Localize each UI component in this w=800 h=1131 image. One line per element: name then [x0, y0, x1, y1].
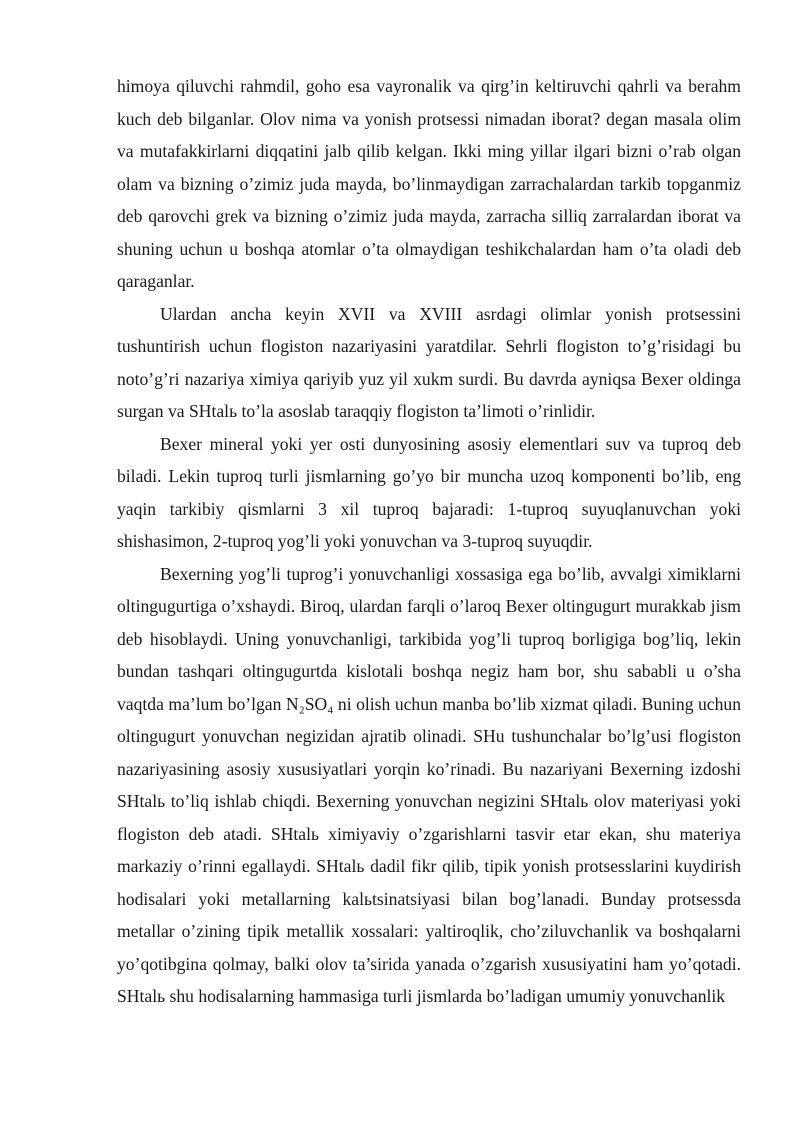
- paragraph-1: himoya qiluvchi rahmdil, goho esa vayronalik va qirg’in keltiruvchi qahrli va berahm kuch deb bilganlar. Olov nima va yonish protsessi nimadan iborat? degan masala olim va mutafakkirlarni diqqatini jalb qilib kelgan. Ikki ming yillar ilgari bizni o’rab olgan olam va bizning o’zimiz juda mayda, bo’linmaydigan zarrachalardan tarkib topganmiz deb qarovchi grek va bizning o’zimiz juda mayda, zarracha silliq zarralardan iborat va shuning uchun u boshqa atomlar o’ta olmaydigan teshikchalardan ham o’ta oladi deb qaraganlar.: [117, 76, 741, 291]
- paragraph-2: Ulardan ancha keyin XVII va XVIII asrdagi olimlar yonish protsessini tushuntirish uchun flogiston nazariyasini yaratdilar. Sehrli flogiston to’g’risidagi bu noto’g’ri nazariya ximiya qariyib yuz yil xukm surdi. Bu davrda ayniqsa Bexer oldinga surgan va SHtalь to’la asoslab taraqqiy flogiston ta’limoti o’rinlidir.: [117, 303, 741, 421]
- document-page: [117, 70, 741, 1013]
- paragraph-3: Bexer mineral yoki yer osti dunyosining asosiy elementlari suv va tuproq deb biladi. Lekin tuproq turli jismlarning go’yo bir muncha uzoq komponenti bo’lib, eng yaqin tarkibiy qismlarni 3 xil tuproq bajaradi: 1-tuproq suyuqlanuvchan yoki shishasimon, 2-tuproq yog’li yoki yonuvchan va 3-tuproq suyuqdir.: [117, 433, 741, 551]
- paragraph-4: Bexerning yog’li tuprog’i yonuvchanligi xossasiga ega bo’lib, avvalgi ximiklarni oltingugurtiga o’xshaydi. Biroq, ulardan farqli o’laroq Bexer oltingugurt murakkab jism deb hisoblaydi. Uning yonuvchanligi, tarkibida yog’li tuproq borligiga bog’liq, lekin bundan tashqari oltingugurtda kislotali boshqa negiz ham bor, shu sababli u o’sha vaqtda ma’lum bo’lgan N₂SO₄ ni olish uchun manba bo’lib xizmat qiladi. Buning uchun oltingugurt yonuvchan negizidan ajratib olinadi. SHu tushunchalar bo’lg’usi flogiston nazariyasining asosiy xususiyatlari yorqin ko’rinadi. Bu nazariyani Bexerning izdoshi SHtalь to’liq ishlab chiqdi. Bexerning yonuvchan negizini SHtalь olov materiyasi yoki flogiston deb atadi. SHtalь ximiyaviy o’zgarishlarni tasvir etar ekan, shu materiya markaziy o’rinni egallaydi. SHtalь dadil fikr qilib, tipik yonish protsesslarini kuydirish hodisalari yoki metallarning kalьtsinatsiyasi bilan bog’lanadi. Bunday protsessda metallar o’zining tipik metallik xossalari: yaltiroqlik, cho’ziluvchanlik va boshqalarni yo’qotibgina qolmay, balki olov ta’sirida yanada o’zgarish xususiyatini ham yo’qotadi. SHtalь shu hodisalarning hammasiga turli jismlarda bo’ladigan umumiy yonuvchanlik: [117, 563, 741, 1006]
